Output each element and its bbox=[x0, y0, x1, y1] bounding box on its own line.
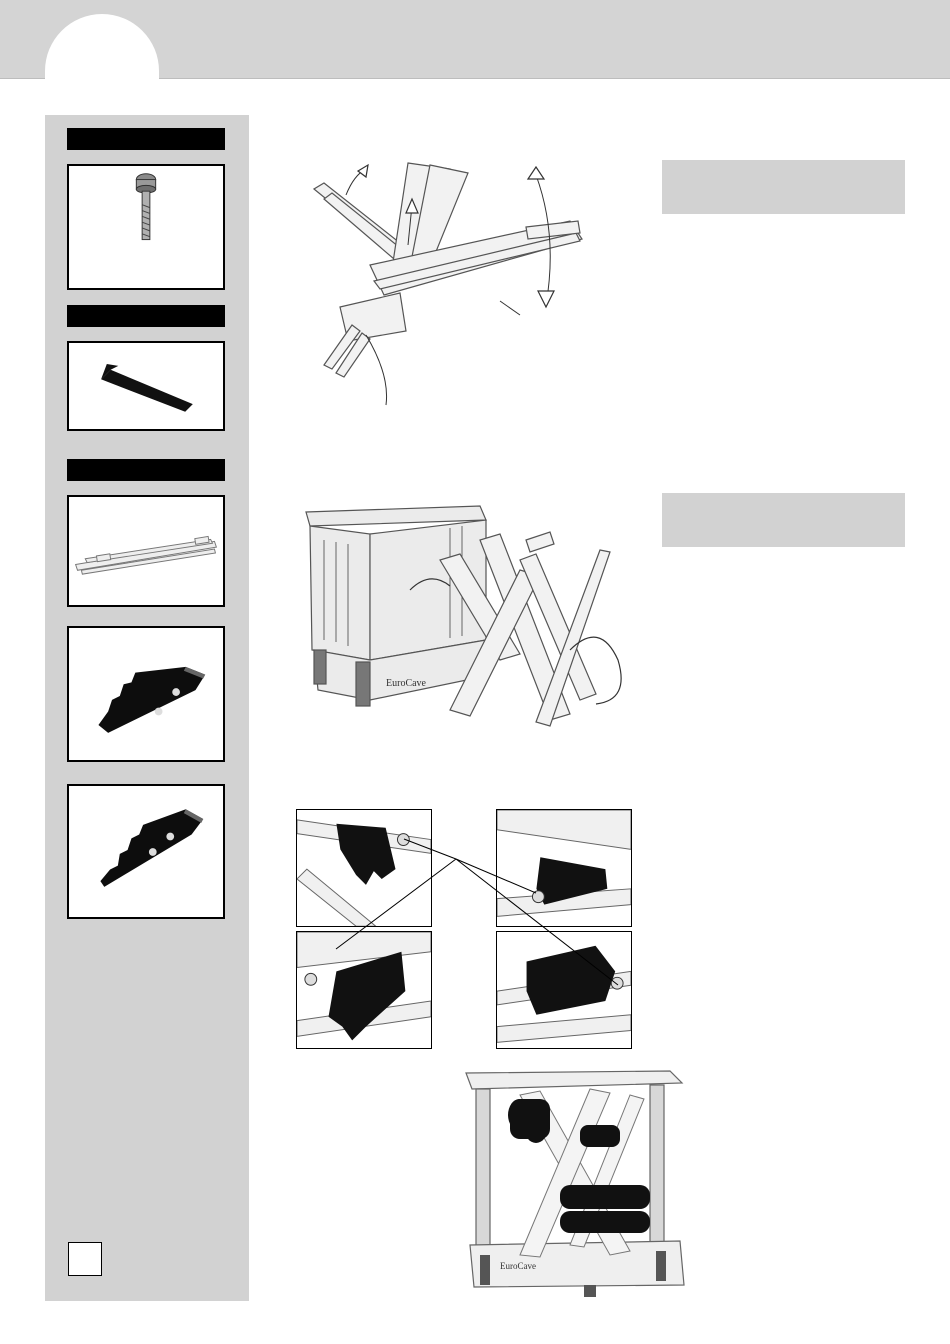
figure-cabinet-x-frames bbox=[300, 500, 640, 740]
part-allen-key bbox=[67, 341, 225, 431]
page-number-box bbox=[68, 1242, 102, 1276]
part-bracket-a bbox=[67, 626, 225, 762]
part-bracket-b bbox=[67, 784, 225, 919]
part-slat-set bbox=[67, 495, 225, 607]
allen-key-icon bbox=[69, 343, 223, 429]
bracket-right-icon bbox=[69, 786, 223, 917]
step-note-box-2 bbox=[662, 493, 905, 547]
detail-callout-lines bbox=[296, 809, 636, 1049]
screw-icon bbox=[69, 166, 223, 288]
wooden-slat-icon bbox=[69, 497, 223, 605]
figure-unfold-rack bbox=[300, 155, 600, 410]
brand-label: EuroCave bbox=[500, 1261, 536, 1271]
parts-label-bar-components bbox=[67, 459, 225, 481]
parts-label-bar-hardware bbox=[67, 128, 225, 150]
bracket-left-icon bbox=[69, 628, 223, 760]
figure-finished-rack bbox=[460, 1065, 692, 1305]
brand-label: EuroCave bbox=[386, 678, 426, 689]
parts-label-bar-tool bbox=[67, 305, 225, 327]
step-note-box-1 bbox=[662, 160, 905, 214]
part-screw bbox=[67, 164, 225, 290]
